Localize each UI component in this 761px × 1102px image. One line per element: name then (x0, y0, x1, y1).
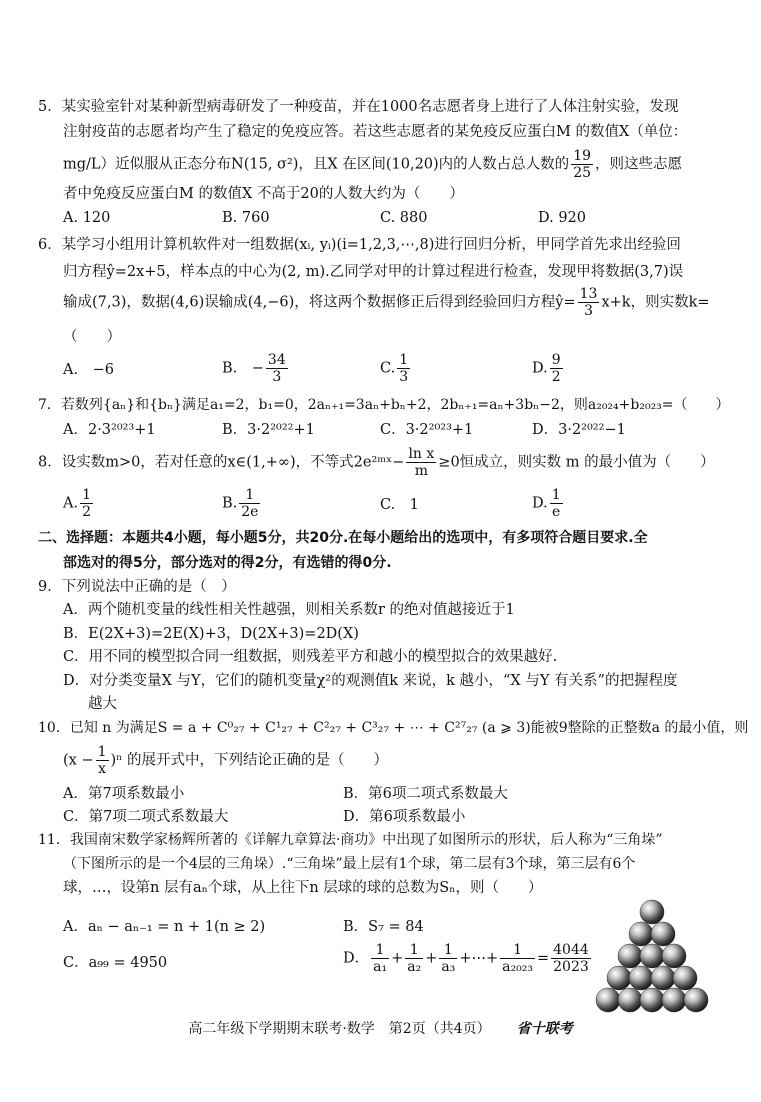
q8-option-d-prefix: D. (532, 495, 548, 512)
q8-frac-num: ln x (408, 446, 435, 462)
stack-ball (607, 966, 631, 990)
q8-option-b-num: 1 (239, 487, 260, 504)
q5-option-c: C. 880 (380, 210, 428, 226)
q10-fraction (96, 744, 109, 777)
q9-option-b: B．E(2X+3)=2E(X)+3，D(2X+3)=2D(X) (63, 626, 359, 642)
page-footer (0, 1018, 761, 1038)
q5-frac-num: 19 (573, 148, 592, 164)
q7-option-b: B．3·2²⁰²²+1 (222, 422, 315, 438)
q6-option-b-prefix: B. − (222, 360, 264, 377)
q11-term1-den: a₁ (373, 959, 388, 975)
q8-option-a (63, 487, 95, 520)
q8-frac-den: m (414, 463, 429, 479)
q9-line1: 9．下列说法中正确的是（ ） (38, 579, 236, 595)
q6-option-c-prefix: C. (380, 360, 396, 377)
q10-line2a: (x − (63, 752, 94, 769)
q10-line2b: )ⁿ 的展开式中，下列结论正确的是（ ） (110, 752, 389, 769)
stack-ball (640, 988, 664, 1012)
q11-term3-den: a₃ (441, 959, 456, 975)
stack-ball (629, 922, 653, 946)
q7-option-d: D．3·2²⁰²²−1 (532, 422, 626, 438)
q9-option-a: A．两个随机变量的线性相关性越强，则相关系数r 的绝对值越接近于1 (63, 602, 515, 618)
q9-option-c: C．用不同的模型拟合同一组数据，则残差平方和越小的模型拟合的效果越好. (63, 649, 558, 665)
stack-ball (596, 988, 620, 1012)
q8-option-b-den: 2e (241, 504, 259, 520)
q10-frac-den: x (98, 761, 106, 777)
q6-option-c-den: 3 (399, 369, 409, 385)
q8-line1 (38, 446, 715, 479)
q6-option-c-num: 1 (399, 352, 409, 368)
q10-option-c: C．第7项二项式系数最大 (63, 809, 229, 825)
q6-option-b-num: 34 (267, 352, 286, 368)
q11-line3: 球，…，设第n 层有aₙ个球，从上往下n 层球的球的总数为Sₙ，则（ ） (63, 880, 543, 896)
q6-line3b: x+k，则实数k= (601, 294, 710, 311)
q7-option-c: C．3·2²⁰²³+1 (380, 422, 474, 438)
q6-line3 (63, 286, 710, 319)
q11-option-c: C．a₉₉ = 4950 (63, 955, 168, 971)
q11-rhs-num: 4044 (553, 942, 589, 958)
q11-option-a: A．aₙ − aₙ₋₁ = n + 1(n ≥ 2) (63, 919, 266, 935)
q8-line1a: 8．设实数m>0，若对任意的x∈(1,+∞)，不等式2e²ᵐˣ− (38, 454, 405, 471)
stack-ball (673, 966, 697, 990)
stack-ball (662, 988, 686, 1012)
q11-term2-num: 1 (405, 942, 423, 959)
q11-term3-num: 1 (439, 942, 457, 959)
q8-option-a-num: 1 (82, 487, 92, 503)
triangular-stack-figure (592, 898, 712, 1016)
q5-option-b: B. 760 (222, 210, 270, 226)
q11-term2-den: a₂ (407, 959, 422, 975)
stack-ball (651, 922, 675, 946)
q5-option-a: A. 120 (63, 210, 111, 226)
q5-line2: 注射疫苗的志愿者均产生了稳定的免疫应答。若这些志愿者的某免疫反应蛋白M 的数值X（单位： (63, 124, 688, 140)
q7-option-a: A．2·3²⁰²³+1 (63, 422, 156, 438)
q9-option-d-line1: D．对分类变量X 与Y，它们的随机变量χ²的观测值k 来说，k 越小，“X 与Y 有关系”的把握程度 (63, 673, 678, 689)
q5-line1: 5．某实验室针对某种新型病毒研发了一种疫苗，并在1000名志愿者身上进行了人体注射实验，发现 (38, 99, 679, 115)
q10-option-a: A．第7项系数最小 (63, 786, 185, 802)
q5-line3 (63, 148, 682, 181)
q11-line2: （下图所示的是一个4层的三角垛）.“三角垛”最上层有1个球，第二层有3个球，第三层有6个 (63, 856, 636, 872)
q5-line3a: mg/L）近似服从正态分布N(15, σ²)，且X 在区间(10,20)内的人数占总人数的 (63, 156, 570, 173)
q6-option-d-prefix: D. (532, 360, 548, 377)
q6-line1: 6．某学习小组用计算机软件对一组数据(xᵢ, yᵢ)(i=1,2,3,⋯,8)进行回归分析，甲同学首先求出经验回 (38, 237, 681, 253)
q6-line2: 归方程ŷ=2x+5，样本点的中心为(2, m).乙同学对甲的计算过程进行检查，发现甲将数据(3,7)误 (63, 264, 684, 280)
q9-option-d-line2: 越大 (88, 696, 117, 712)
q6-option-d-fraction (550, 352, 563, 385)
q7-line1: 7．若数列{aₙ}和{bₙ}满足a₁=2，b₁=0，2aₙ₊₁=3aₙ+bₙ+2，2bₙ₊₁=aₙ+3bₙ−2，则a₂₀₂₄+b₂₀₂₃=（ ） (38, 397, 730, 413)
q8-option-a-den: 2 (82, 504, 92, 520)
q8-option-d-fraction (550, 487, 563, 520)
q11-term1-num: 1 (371, 942, 389, 959)
q11-option-d-term3 (439, 942, 457, 975)
stack-ball (618, 988, 642, 1012)
q5-option-d: D. 920 (538, 210, 587, 226)
footer-brand: 省十联考 (516, 1021, 573, 1037)
q8-option-b-prefix: B. (222, 495, 238, 512)
q11-term4-num: 1 (500, 942, 535, 959)
q11-term4-den: a₂₀₂₃ (502, 959, 533, 975)
stack-ball (651, 966, 675, 990)
q10-frac-num: 1 (97, 744, 107, 760)
q8-line1b: ≥0恒成立，则实数 m 的最小值为（ ） (438, 454, 715, 471)
q11-option-d: D． $\frac{1}{\text{a₁}}$ + $\frac{1}{\text{a₂}}$ + $\frac{1}{\text{a₃}}$ +⋯+ $\frac{1}{\text{a₂₀₂₃}}$ = $\frac{4044}{2023}$ (343, 942, 589, 975)
stack-ball (629, 966, 653, 990)
q8-option-d-den: e (552, 504, 561, 520)
q6-option-c-fraction (397, 352, 410, 385)
q11-rhs-den: 2023 (553, 959, 589, 975)
q6-line4: （ ） (63, 329, 121, 345)
stack-ball (662, 944, 686, 968)
q6-option-d-num: 9 (551, 352, 561, 368)
q10-option-d: D．第6项系数最小 (343, 809, 466, 825)
q8-option-a-fraction (80, 487, 93, 520)
q6-option-b-fraction (266, 352, 288, 385)
q6-fraction (578, 286, 600, 319)
q6-option-b (222, 352, 290, 385)
q8-option-d (532, 487, 565, 520)
q6-line3a: 输成(7,3)，数据(4,6)误输成(4,−6)，将这两个数据修正后得到经验回归方程ŷ= (63, 294, 576, 311)
q6-option-a: A. −6 (63, 362, 114, 378)
section2-heading-line2: 部选对的得5分，部分选对的得2分，有选错的得0分. (63, 555, 392, 571)
q8-option-d-num: 1 (551, 487, 561, 503)
q6-frac-den: 3 (584, 303, 593, 319)
q11-option-d-term4 (500, 942, 535, 975)
q5-frac-den: 25 (573, 165, 592, 181)
q11-line1: 11．我国南宋数学家杨辉所著的《详解九章算法·商功》中出现了如图所示的形状，后人称为“三角垛” (38, 832, 663, 848)
q11-option-d-rhs (551, 942, 591, 975)
stack-ball (684, 988, 708, 1012)
q6-frac-num: 13 (579, 286, 598, 302)
q5-line4: 者中免疫反应蛋白M 的数值X 不高于20的人数大约为（ ） (63, 186, 464, 202)
q8-option-c: C. 1 (380, 497, 419, 513)
q11-option-d-term1 (371, 942, 389, 975)
q8-fraction (406, 446, 436, 479)
stack-ball (618, 944, 642, 968)
q8-option-a-prefix: A. (63, 495, 79, 512)
stack-ball (640, 944, 664, 968)
q10-option-b: B．第6项二项式系数最大 (343, 786, 508, 802)
q6-option-b-den: 3 (272, 369, 282, 385)
q6-option-d (532, 352, 565, 385)
q5-line3b: ，则这些志愿 (595, 156, 683, 173)
q11-option-b: B．S₇ = 84 (343, 919, 424, 935)
q6-option-d-den: 2 (551, 369, 561, 385)
q8-option-b (222, 487, 262, 520)
q11-option-d-prefix: D． (343, 950, 370, 967)
stack-ball (640, 900, 664, 924)
footer-text: 高二年级下学期期末联考·数学 第2页（共4页） (188, 1021, 491, 1037)
q10-line2 (63, 744, 388, 777)
q10-line1: 10．已知 n 为满足S = a + C⁰₂₇ + C¹₂₇ + C²₂₇ + C³₂₇ + ⋯ + C²⁷₂₇ (a ⩾ 3)能被9整除的正整数a 的最小值，则 (38, 720, 749, 736)
q8-option-b-fraction (239, 487, 260, 520)
q11-option-d-term2 (405, 942, 423, 975)
section2-heading-line1: 二、选择题：本题共4小题，每小题5分，共20分.在每小题给出的选项中，有多项符合题目要求.全 (38, 530, 648, 546)
q6-option-c (380, 352, 412, 385)
q5-fraction (571, 148, 593, 181)
